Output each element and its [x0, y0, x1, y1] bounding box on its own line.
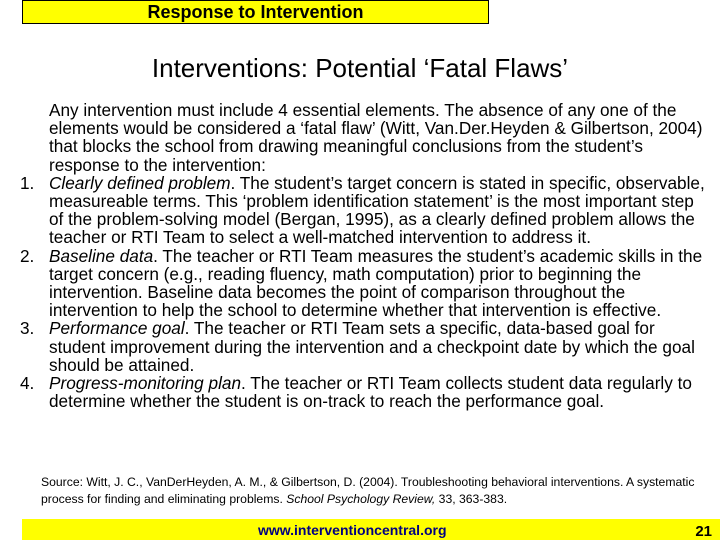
item-term: Progress-monitoring plan [49, 373, 242, 394]
item-text: . The student’s target concern is stated in specific, observable, measureable terms. This ‘problem identification statement’ is the most important step of the problem-solving model (Bergan, 1995), as a clearly defined problem allows the teacher or RTI Team to select a well-matched intervention to address it. [49, 172, 705, 248]
intro-paragraph: Any intervention must include 4 essential elements. The absence of any one of the elements would be considered a ‘fatal flaw’ (Witt, Van.Der.Heyden & Gilbertson, 2004) that blocks the school from drawing meaningful conclusions from the student’s response to the intervention: [49, 100, 703, 175]
page-number: 21 [695, 523, 712, 540]
header-banner: Response to Intervention [22, 0, 489, 24]
item-text: . The teacher or RTI Team collects student data regularly to determine whether the student is on-track to reach the performance goal. [49, 373, 692, 412]
citation-text: Source: Witt, J. C., VanDerHeyden, A. M., & Gilbertson, D. (2004). Troubleshooting behavioral interventions. A systematic process for finding and eliminating problems. [41, 475, 695, 506]
list-item [20, 319, 710, 374]
item-number: 2. [20, 245, 35, 266]
list-item [20, 247, 710, 320]
item-term: Baseline data [49, 245, 154, 266]
slide-body [20, 101, 710, 410]
citation-tail: 33, 363-383. [435, 492, 508, 506]
item-text: . The teacher or RTI Team measures the student’s academic skills in the target concern (e.g., reading fluency, math computation) prior to beginning the intervention. Baseline data becomes the point of comparison throughout the intervention to help the school to determine whether that intervention is effective. [49, 245, 703, 321]
list-item [20, 374, 710, 410]
item-number: 1. [20, 172, 35, 193]
item-text: . The teacher or RTI Team sets a specific, data-based goal for student improvement during the intervention and a checkpoint date by which the goal should be attained. [49, 318, 695, 375]
citation [41, 474, 701, 508]
citation-journal: School Psychology Review, [286, 492, 436, 506]
item-term: Performance goal [49, 318, 185, 339]
item-number: 3. [20, 318, 35, 339]
item-number: 4. [20, 373, 35, 394]
slide-title: Interventions: Potential ‘Fatal Flaws’ [151, 53, 569, 83]
item-term: Clearly defined problem [49, 172, 231, 193]
footer-url-link[interactable]: www.interventioncentral.org [258, 522, 447, 538]
list-item [20, 174, 710, 247]
